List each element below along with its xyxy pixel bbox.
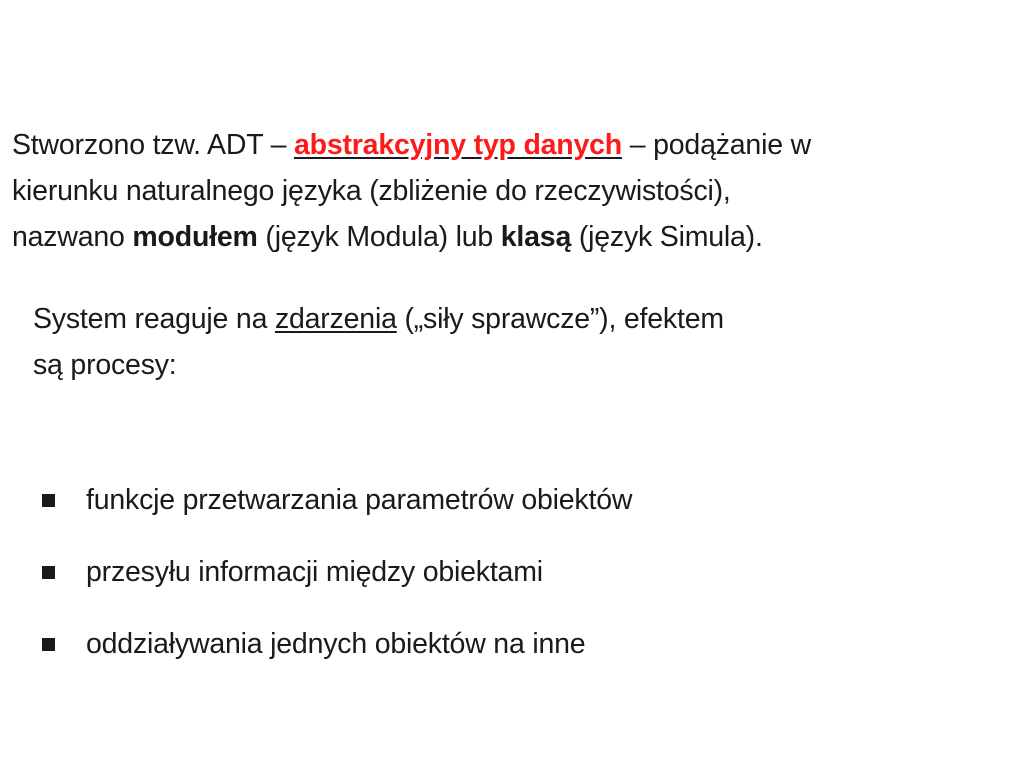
adt-line-3 [12,214,1020,260]
system-line-1-suffix: („siły sprawcze”), efektem [396,303,724,335]
system-line-1 [33,296,993,342]
adt-line-1-prefix: Stworzono tzw. ADT – [12,129,294,161]
term-events: zdarzenia [274,303,397,335]
adt-line-1-suffix: – podążanie w [622,129,811,161]
adt-line-3-prefix: nazwano [12,221,133,253]
adt-paragraph [12,122,1020,260]
term-module: modułem [132,221,258,253]
adt-line-2: kierunku naturalnego języka (zbliżenie do rzeczywistości), [12,175,731,207]
system-paragraph [33,296,993,388]
square-bullet-icon [42,638,55,651]
list-item [33,476,993,524]
list-item-text: oddziaływania jednych obiektów na inne [86,627,586,660]
list-item-text: funkcje przetwarzania parametrów obiektów [86,483,633,516]
system-line-1-prefix: System reaguje na [33,303,275,335]
adt-line-1 [12,122,1020,168]
process-list [33,476,993,692]
list-item [33,548,993,596]
system-line-2: są procesy: [33,349,177,381]
adt-line-3-suffix: (język Simula). [571,221,763,253]
list-item-text: przesyłu informacji między obiektami [86,555,543,588]
term-class: klasą [500,221,572,253]
adt-highlight-term: abstrakcyjny typ danych [293,129,623,161]
adt-line-3-mid: (język Modula) lub [257,221,501,253]
square-bullet-icon [42,566,55,579]
list-item [33,620,993,668]
square-bullet-icon [42,494,55,507]
